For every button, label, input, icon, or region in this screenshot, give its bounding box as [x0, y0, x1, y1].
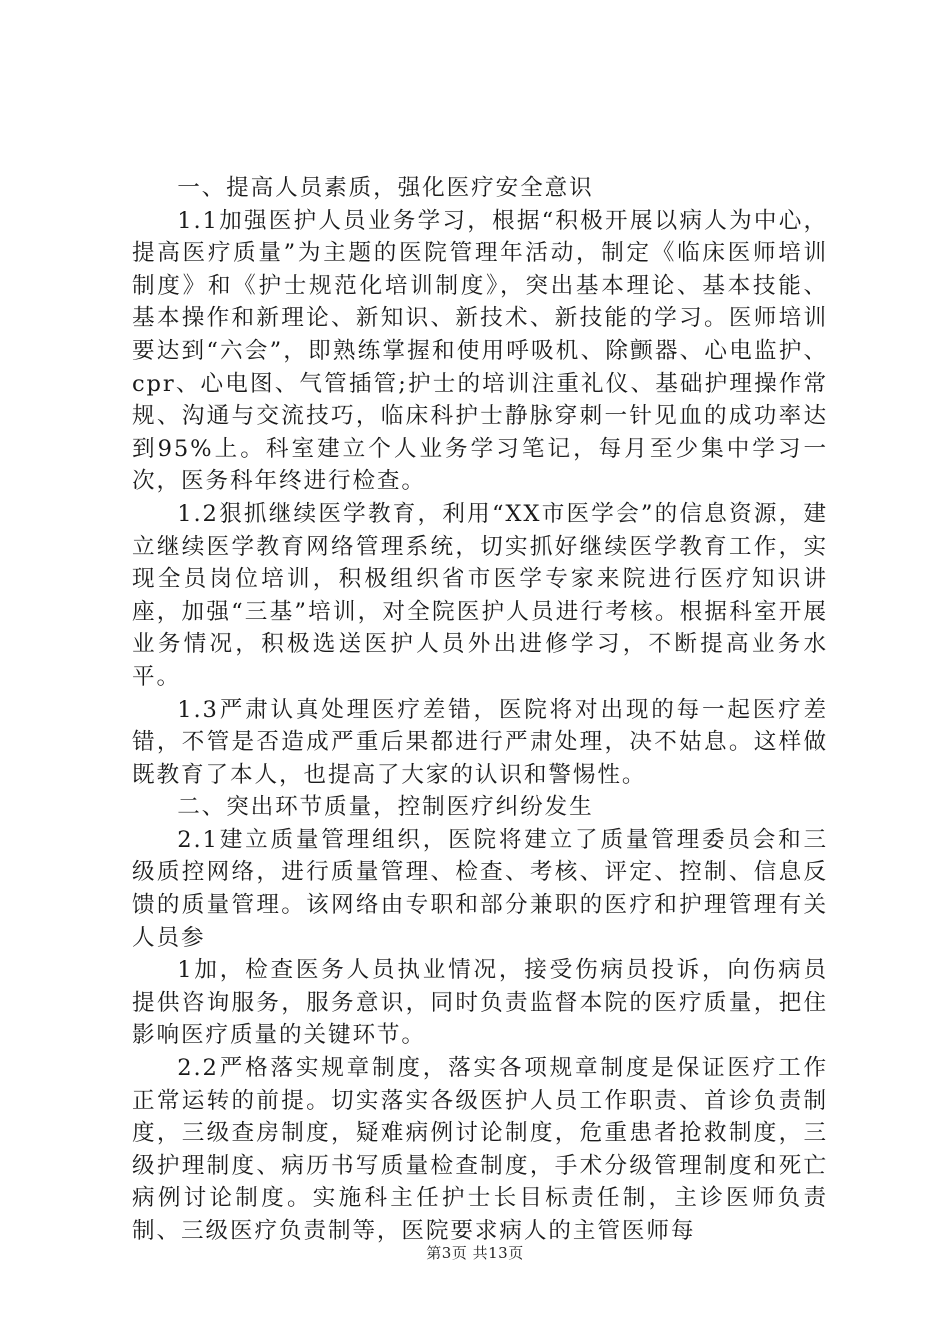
paragraph-1-1: 1.1加强医护人员业务学习，根据“积极开展以病人为中心，提高医疗质量”为主题的医院管理年活动，制定《临床医师培训制度》和《护士规范化培训制度》，突出基本理论、基本技能、基本操作和新理论、新知识、新技术、新技能的学习。医师培训要达到“六会”，即熟练掌握和使用呼吸机、除颤器、心电监护、cpr、心电图、气管插管;护士的培训注重礼仪、基础护理操作常规、沟通与交流技巧，临床科护士静脉穿刺一针见血的成功率达到95%上。科室建立个人业务学习笔记，每月至少集中学习一次，医务科年终进行检查。 — [132, 207, 829, 495]
page-number-footer: 第3页 共13页 — [426, 1244, 524, 1262]
section-heading-1: 一、提高人员素质，强化医疗安全意识 — [177, 175, 594, 201]
paragraph-1-2: 1.2狠抓继续医学教育，利用“XX市医学会”的信息资源，建立继续医学教育网络管理系统，切实抓好继续医学教育工作，实现全员岗位培训，积极组织省市医学专家来院进行医疗知识讲座，加强“三基”培训，对全院医护人员进行考核。根据科室开展业务情况，积极选送医护人员外出进修学习，不断提高业务水平。 — [132, 500, 828, 690]
paragraph-2-2: 2.2严格落实规章制度，落实各项规章制度是保证医疗工作正常运转的前提。切实落实各级医护人员工作职责、首诊负责制度，三级查房制度，疑难病例讨论制度，危重患者抢救制度，三级护理制度、病历书写质量检查制度，手术分级管理制度和死亡病例讨论制度。实施科主任护士长目标责任制，主诊医师负责制、三级医疗负责制等，医院要求病人的主管医师每 — [132, 1055, 828, 1244]
paragraph-1-3: 1.3严肃认真处理医疗差错，医院将对出现的每一起医疗差错，不管是否造成严重后果都进行严肃处理，决不姑息。这样做既教育了本人，也提高了大家的认识和警惕性。 — [132, 696, 828, 788]
paragraph-2-1: 2.1建立质量管理组织，医院将建立了质量管理委员会和三级质控网络，进行质量管理、检查、考核、评定、控制、信息反馈的质量管理。该网络由专职和部分兼职的医疗和护理管理有关人员参 — [132, 826, 828, 951]
paragraph-2-1-continued: 1加，检查医务人员执业情况，接受伤病员投诉，向伤病员提供咨询服务，服务意识，同时负责监督本院的医疗质量，把住影响医疗质量的关键环节。 — [132, 957, 828, 1049]
section-heading-2: 二、突出环节质量，控制医疗纠纷发生 — [177, 794, 594, 821]
document-body — [132, 172, 828, 1248]
